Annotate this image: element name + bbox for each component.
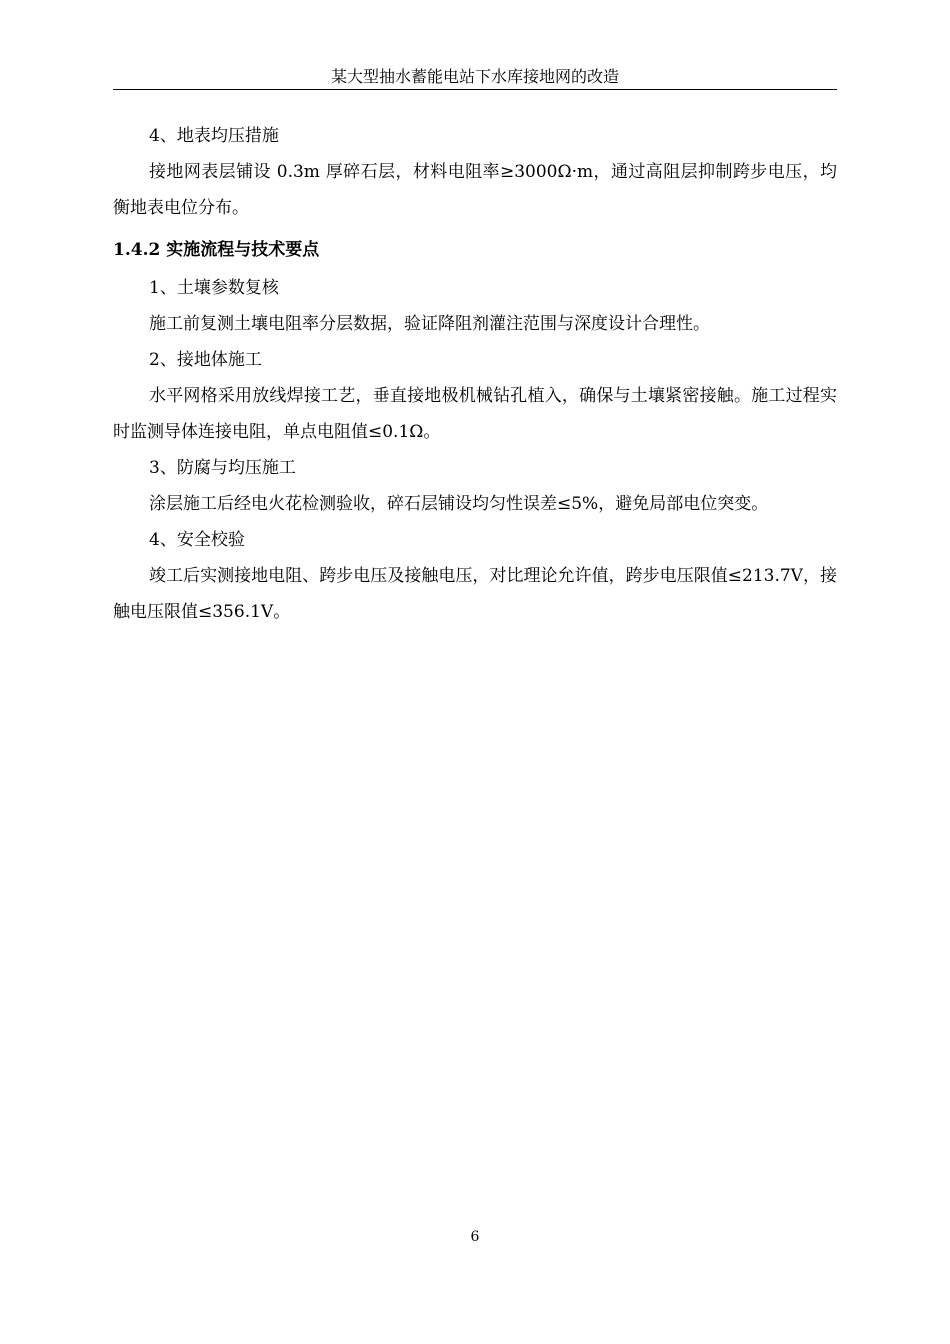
item-surface-title: 4、地表均压措施 (149, 126, 279, 146)
step-paragraph: 竣工后实测接地电阻、跨步电压及接触电压，对比理论允许值，跨步电压限值≤213.7V，接触电压限值≤356.1V。 (113, 566, 837, 622)
step-paragraph: 涂层施工后经电火花检测验收，碎石层铺设均匀性误差≤5%，避免局部电位突变。 (149, 494, 769, 514)
item-surface-paragraph: 接地网表层铺设 0.3m 厚碎石层，材料电阻率≥3000Ω·m，通过高阻层抑制跨步电压，均衡地表电位分布。 (113, 162, 837, 218)
section-heading: 1.4.2 实施流程与技术要点 (113, 240, 320, 260)
running-header (113, 66, 837, 90)
step-title: 2、接地体施工 (149, 350, 262, 370)
header-title: 某大型抽水蓄能电站下水库接地网的改造 (330, 67, 619, 86)
step-title: 4、安全校验 (149, 530, 245, 550)
step-paragraph: 施工前复测土壤电阻率分层数据，验证降阻剂灌注范围与深度设计合理性。 (149, 314, 710, 334)
step-title: 3、防腐与均压施工 (149, 458, 296, 478)
step-paragraph: 水平网格采用放线焊接工艺，垂直接地极机械钻孔植入，确保与土壤紧密接触。施工过程实时监测导体连接电阻，单点电阻值≤0.1Ω。 (113, 386, 837, 442)
document-body (113, 118, 837, 630)
step-title: 1、土壤参数复核 (149, 278, 279, 298)
page-number: 6 (470, 1229, 480, 1245)
